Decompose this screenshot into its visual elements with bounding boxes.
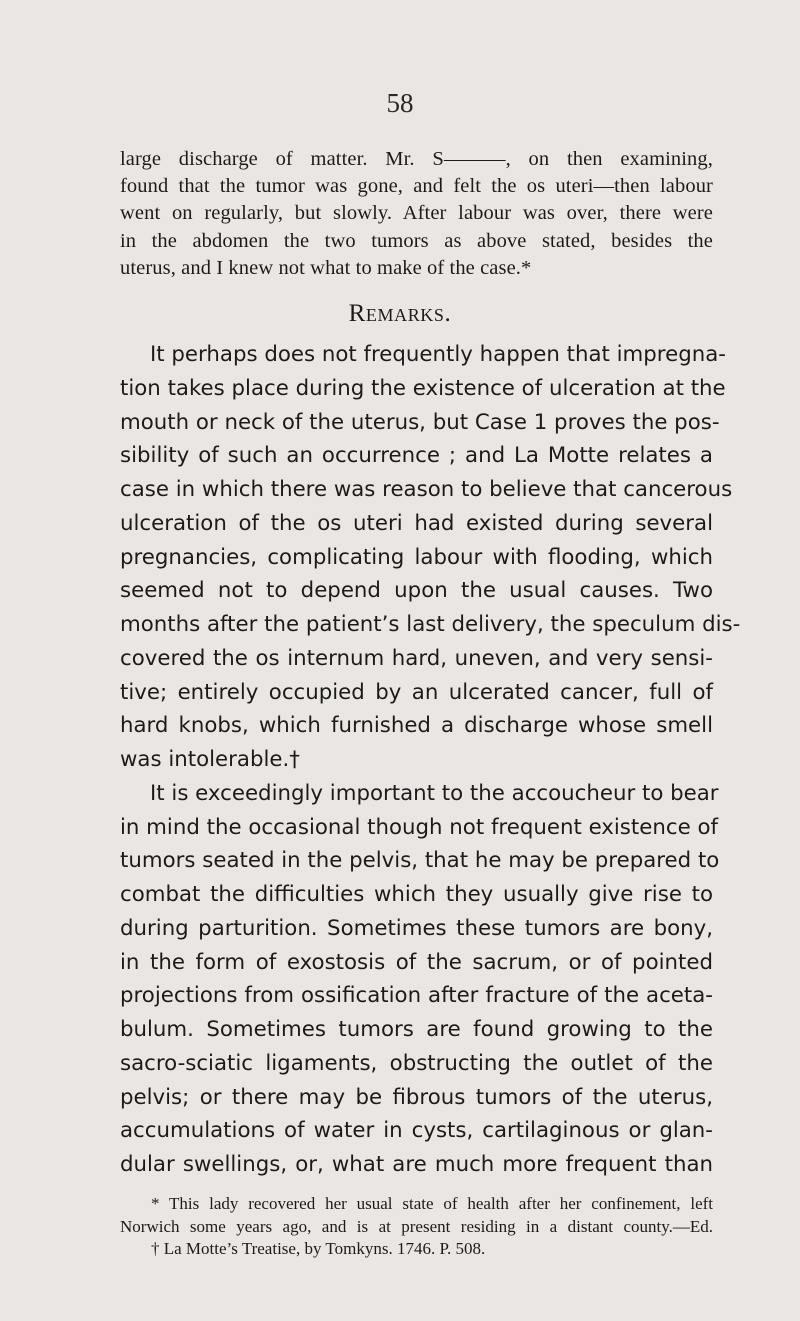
text-line: went on regularly, but slowly. After labour was over, there were: [120, 202, 713, 225]
footnote-line: Norwich some years ago, and is at present residing in a distant county.—Ed.: [120, 1216, 713, 1236]
text-line: combat the difficulties which they usually give rise to: [120, 882, 713, 907]
footnote-line: * This lady recovered her usual state of health after her confinement, left: [151, 1194, 713, 1213]
text-line: in the abdomen the two tumors as above stated, besides the: [120, 229, 713, 252]
text-line: tive; entirely occupied by an ulcerated cancer, full of: [120, 679, 713, 705]
text-line: case in which there was reason to believe that cancerous: [120, 477, 733, 502]
footnotes: [120, 1193, 713, 1261]
text-line: found that the tumor was gone, and felt the os uteri—then labour: [120, 175, 713, 198]
section-heading: [0, 300, 800, 328]
page-number: 58: [386, 88, 414, 118]
remarks-body: [120, 338, 741, 1182]
footnote-line: † La Motte’s Treatise, by Tomkyns. 1746. P. 508.: [151, 1239, 486, 1258]
text-line: sibility of such an occurrence ; and La Motte relates a: [120, 443, 713, 469]
text-line: large discharge of matter. Mr. S———, on then examining,: [120, 148, 713, 170]
text-line: ulceration of the os uteri had existed during several: [120, 510, 713, 536]
text-line: bulum. Sometimes tumors are found growing to the: [120, 1017, 713, 1042]
intro-paragraph: [120, 146, 713, 282]
text-line: was intolerable.†: [120, 747, 300, 772]
text-line: mouth or neck of the uterus, but Case 1 proves the pos-: [120, 409, 720, 435]
section-heading-text: Remarks.: [348, 300, 452, 327]
text-line: pregnancies, complicating labour with flooding, which: [120, 544, 713, 570]
text-line: tion takes place during the existence of ulceration at the: [120, 375, 726, 401]
text-line: uterus, and I knew not what to make of the case.*: [120, 256, 532, 279]
text-line: It is exceedingly important to the accoucheur to bear: [150, 780, 719, 806]
text-line: in mind the occasional though not frequent existence of: [120, 814, 718, 840]
text-line: covered the os internum hard, uneven, and very sensi-: [120, 645, 713, 671]
text-line: during parturition. Sometimes these tumors are bony,: [120, 915, 713, 941]
text-line: tumors seated in the pelvis, that he may be prepared to: [120, 848, 720, 874]
text-line: projections from ossification after fracture of the aceta-: [120, 983, 713, 1009]
text-line: seemed not to depend upon the usual causes. Two: [120, 578, 713, 604]
text-line: It perhaps does not frequently happen that impregna-: [150, 342, 726, 367]
text-line: sacro-sciatic ligaments, obstructing the outlet of the: [120, 1050, 713, 1076]
text-line: pelvis; or there may be fibrous tumors of the uterus,: [120, 1084, 713, 1110]
text-line: dular swellings, or, what are much more frequent than: [120, 1152, 713, 1177]
text-line: hard knobs, which furnished a discharge whose smell: [120, 713, 713, 739]
text-line: accumulations of water in cysts, cartilaginous or glan-: [120, 1118, 713, 1144]
text-line: in the form of exostosis of the sacrum, or of pointed: [120, 949, 713, 975]
text-line: months after the patient’s last delivery, the speculum dis-: [120, 612, 741, 637]
